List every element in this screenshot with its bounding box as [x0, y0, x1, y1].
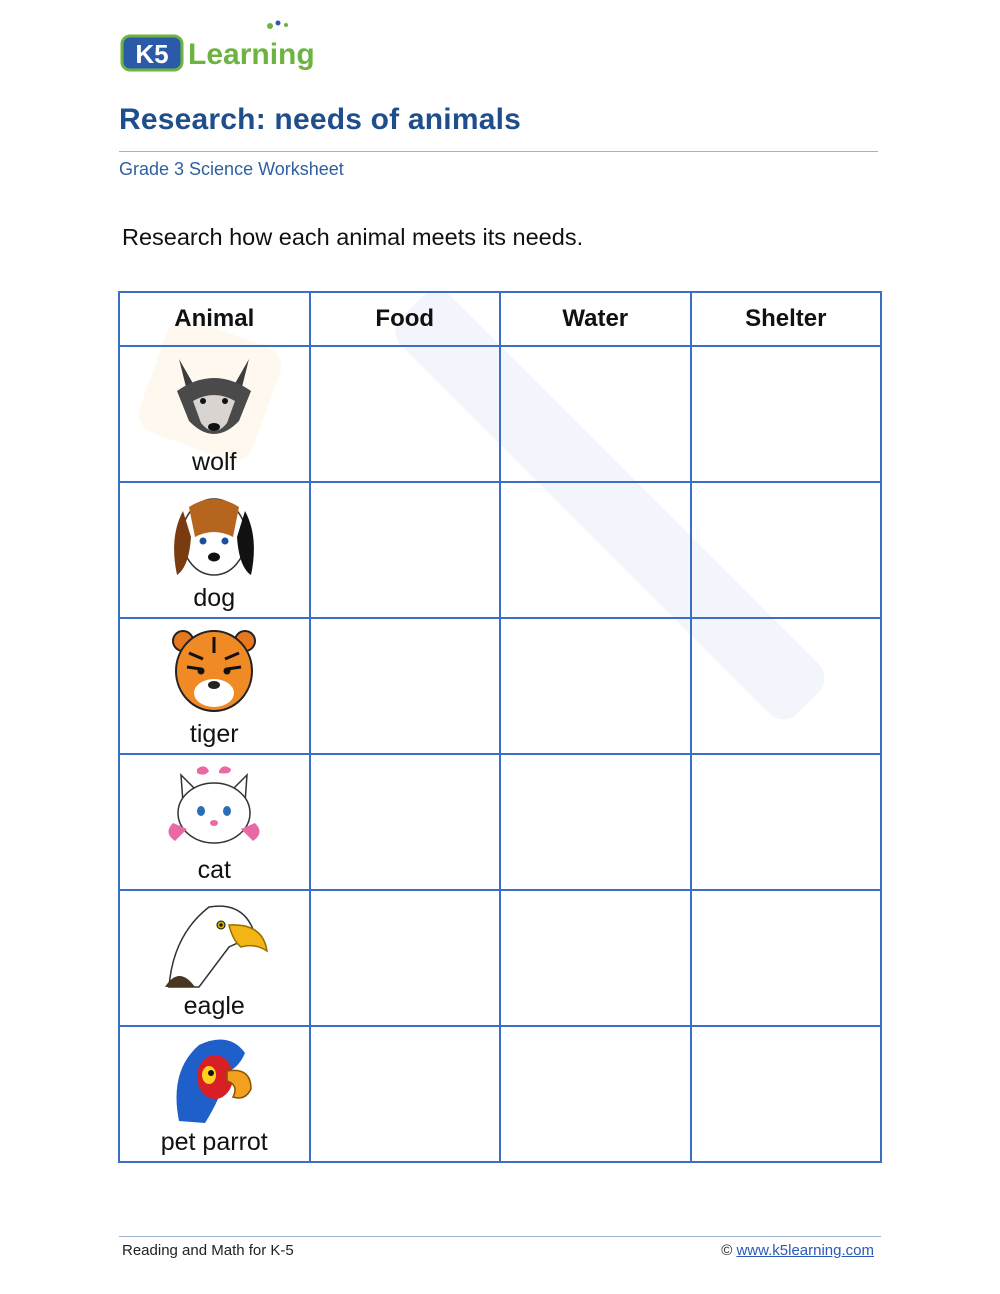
footer-tagline: Reading and Math for K-5: [122, 1242, 294, 1259]
shelter-cell[interactable]: [691, 482, 882, 618]
footer-website-link[interactable]: www.k5learning.com: [736, 1242, 874, 1259]
table-row: [119, 754, 881, 890]
instructions-text: Research how each animal meets its needs.: [122, 224, 584, 250]
animal-name: wolf: [192, 448, 237, 476]
copyright-symbol: ©: [721, 1242, 733, 1259]
animal-cell: [119, 1026, 310, 1162]
animal-name: cat: [197, 856, 231, 884]
logo-word-text: Learning: [188, 38, 315, 71]
water-cell[interactable]: [500, 1026, 691, 1162]
animal-needs-table: [118, 291, 882, 1163]
animal-name: pet parrot: [160, 1128, 268, 1156]
water-cell[interactable]: [500, 890, 691, 1026]
animal-cell: [119, 482, 310, 618]
footer-divider: [119, 1236, 881, 1237]
header-food: Food: [310, 292, 501, 346]
title-divider: [119, 151, 878, 152]
shelter-cell[interactable]: [691, 618, 882, 754]
dog-icon: [159, 487, 269, 583]
food-cell[interactable]: [310, 618, 501, 754]
table-row: [119, 618, 881, 754]
animal-name: dog: [193, 584, 236, 612]
shelter-cell[interactable]: [691, 346, 882, 482]
eagle-icon: [159, 895, 269, 991]
animal-name: eagle: [183, 992, 245, 1020]
tiger-icon: [159, 623, 269, 719]
shelter-cell[interactable]: [691, 1026, 882, 1162]
footer-copyright: [721, 1242, 874, 1259]
header-shelter: Shelter: [691, 292, 882, 346]
header-animal: Animal: [119, 292, 310, 346]
animal-cell: [119, 618, 310, 754]
table-header-row: [119, 292, 881, 346]
food-cell[interactable]: [310, 482, 501, 618]
worksheet-subtitle: Grade 3 Science Worksheet: [119, 159, 344, 179]
water-cell[interactable]: [500, 618, 691, 754]
animal-cell: [119, 754, 310, 890]
page-title: Research: needs of animals: [119, 103, 522, 136]
table-row: [119, 1026, 881, 1162]
table-row: [119, 890, 881, 1026]
animal-cell: [119, 346, 310, 482]
water-cell[interactable]: [500, 482, 691, 618]
logo-k5-text: K5: [135, 39, 169, 69]
wolf-icon: [159, 351, 269, 447]
food-cell[interactable]: [310, 754, 501, 890]
header-water: Water: [500, 292, 691, 346]
table-row: [119, 482, 881, 618]
shelter-cell[interactable]: [691, 754, 882, 890]
k5-learning-logo: [120, 20, 335, 76]
water-cell[interactable]: [500, 754, 691, 890]
shelter-cell[interactable]: [691, 890, 882, 1026]
animal-cell: [119, 890, 310, 1026]
cat-icon: [159, 759, 269, 855]
food-cell[interactable]: [310, 346, 501, 482]
water-cell[interactable]: [500, 346, 691, 482]
table-row: [119, 346, 881, 482]
food-cell[interactable]: [310, 1026, 501, 1162]
food-cell[interactable]: [310, 890, 501, 1026]
parrot-icon: [159, 1031, 269, 1127]
animal-name: tiger: [189, 720, 239, 748]
